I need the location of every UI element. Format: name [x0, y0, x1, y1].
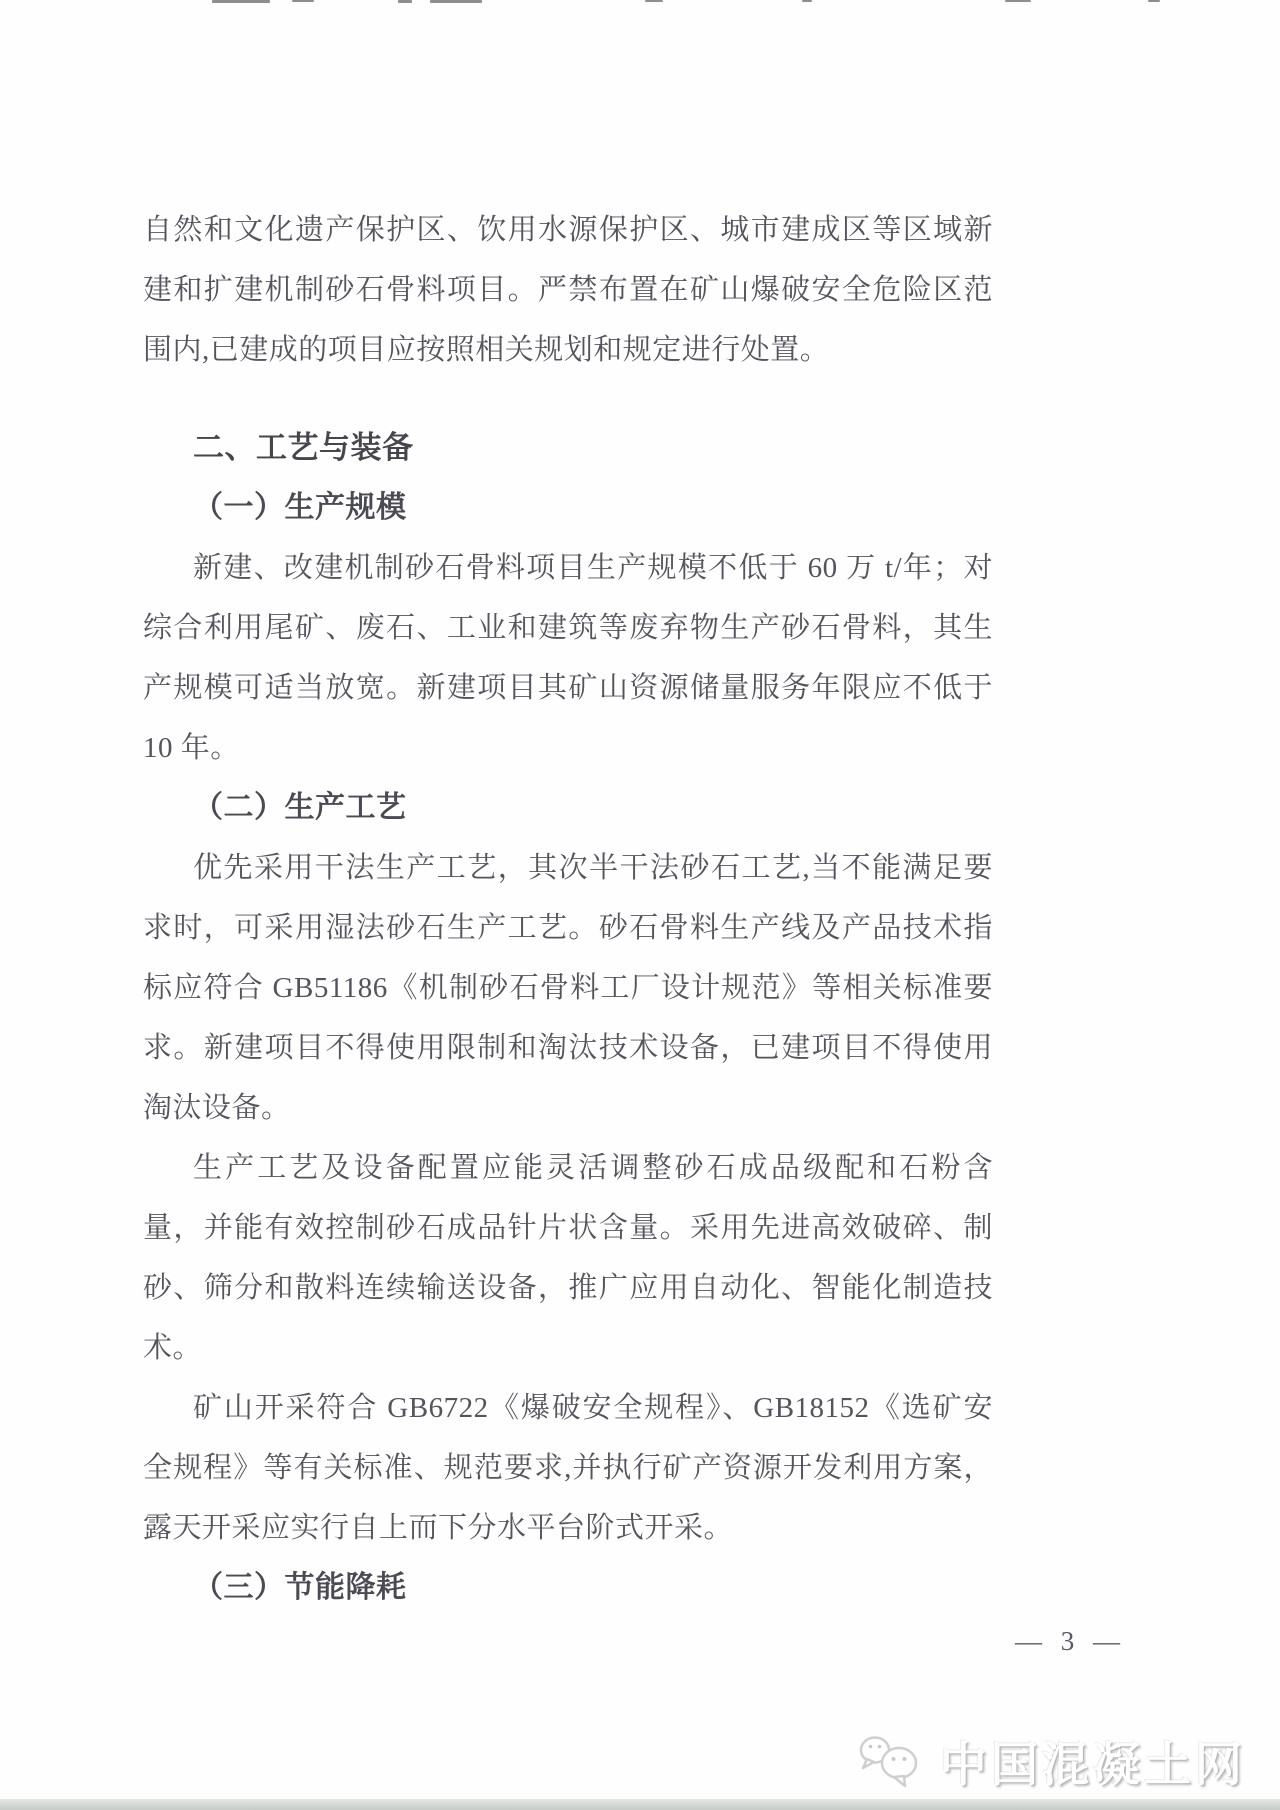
text-line: 砂、筛分和散料连续输送设备，推广应用自动化、智能化制造技 [143, 1272, 993, 1304]
subsection-heading: （二）生产工艺 [193, 791, 407, 824]
scan-artifact [292, 0, 314, 2]
text-line: 综合利用尾矿、废石、工业和建筑等废弃物生产砂石骨料，其生 [143, 612, 993, 644]
document-body [143, 200, 993, 1618]
scan-artifact [1148, 0, 1160, 2]
text-line: 生产工艺及设备配置应能灵活调整砂石成品级配和石粉含 [193, 1152, 993, 1184]
text-line: 新建、改建机制砂石骨料项目生产规模不低于 60 万 t/年；对 [193, 552, 993, 584]
text-line: 量，并能有效控制砂石成品针片状含量。采用先进高效破碎、制 [143, 1212, 993, 1244]
text-line: 求时，可采用湿法砂石生产工艺。砂石骨料生产线及产品技术指 [143, 912, 993, 944]
scan-artifact [430, 0, 482, 3]
text-line: 标应符合 GB51186《机制砂石骨料工厂设计规范》等相关标准要 [143, 972, 993, 1004]
subsection-heading: （三）节能降耗 [193, 1571, 407, 1604]
site-watermark [858, 1728, 1246, 1795]
page-number: — 3 — [1015, 1626, 1126, 1656]
text-line: 优先采用干法生产工艺，其次半干法砂石工艺,当不能满足要 [193, 852, 993, 884]
watermark-text: 中国混凝土网 [940, 1738, 1246, 1791]
text-line: 矿山开采符合 GB6722《爆破安全规程》、GB18152《选矿安 [193, 1392, 993, 1424]
scan-artifact [398, 0, 412, 3]
scan-artifact [645, 0, 663, 2]
text-line: 全规程》等有关标准、规范要求,并执行矿产资源开发利用方案， [143, 1452, 993, 1484]
section-heading: 二、工艺与装备 [193, 430, 414, 465]
text-line: 10 年。 [143, 732, 240, 764]
subsection-heading: （一）生产规模 [193, 491, 407, 524]
text-line: 自然和文化遗产保护区、饮用水源保护区、城市建成区等区域新 [143, 214, 993, 246]
text-line: 淘汰设备。 [143, 1092, 291, 1124]
scan-bottom-edge [0, 1799, 1280, 1810]
text-line: 产规模可适当放宽。新建项目其矿山资源储量服务年限应不低于 [143, 672, 993, 704]
text-line: 术。 [143, 1332, 203, 1364]
text-line: 求。新建项目不得使用限制和淘汰技术设备，已建项目不得使用 [143, 1032, 993, 1064]
text-line: 围内,已建成的项目应按照相关规划和规定进行处置。 [143, 334, 830, 366]
scan-artifact [1005, 0, 1031, 2]
wechat-bubbles-icon [858, 1732, 924, 1792]
scan-artifact [802, 0, 812, 2]
scan-artifact [212, 0, 270, 3]
text-line: 建和扩建机制砂石骨料项目。严禁布置在矿山爆破安全危险区范 [143, 274, 993, 306]
text-line: 露天开采应实行自上而下分水平台阶式开采。 [143, 1512, 734, 1544]
